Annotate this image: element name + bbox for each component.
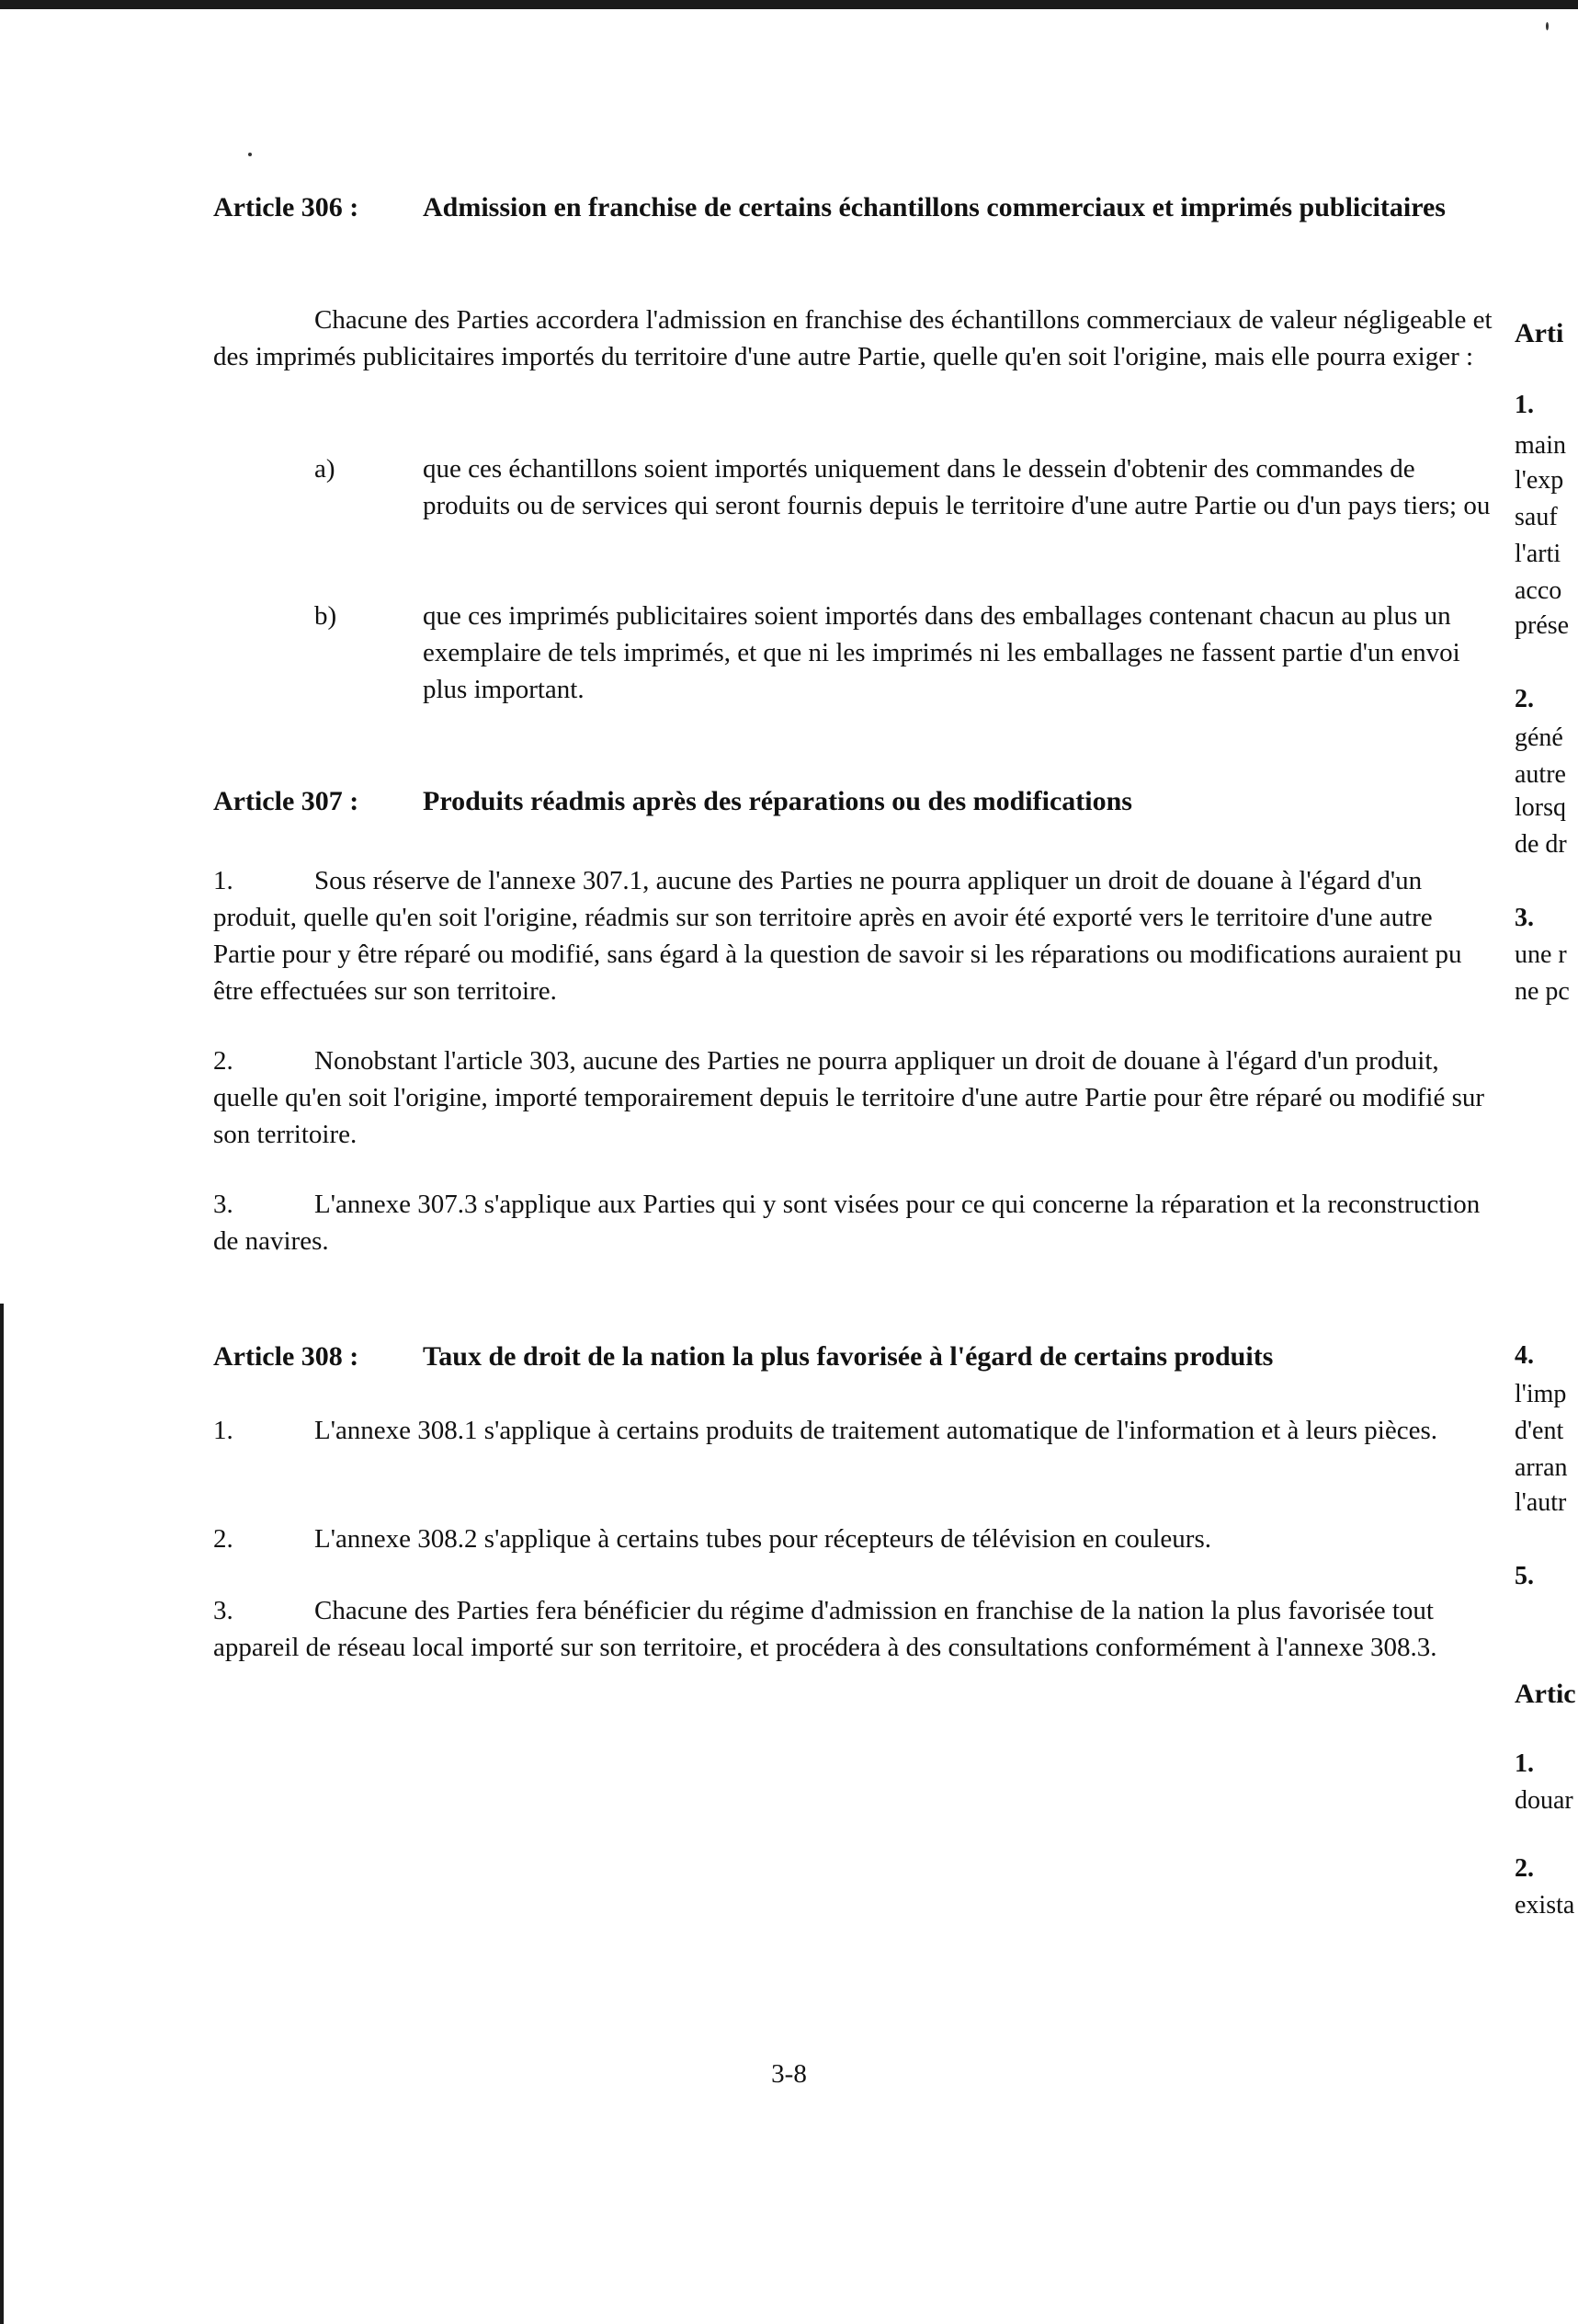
margin-fragment: Arti [1515,318,1564,348]
article-308-paragraph-2 [213,1521,1500,1557]
article-title: Taux de droit de la nation la plus favorisée à l'égard de certains produits [423,1341,1274,1372]
article-number: Article 307 : [213,786,359,816]
paragraph-number: 3. [213,1190,233,1219]
margin-fragment: 1. [1515,1749,1534,1778]
margin-fragment: Artic [1515,1679,1576,1709]
article-title: Produits réadmis après des réparations ou des modifications [423,786,1132,816]
margin-fragment: 2. [1515,1854,1534,1883]
item-label: a) [314,454,335,484]
margin-fragment: géné [1515,723,1563,752]
margin-fragment: l'exp [1515,466,1564,495]
margin-fragment: d'ent [1515,1417,1564,1445]
scan-left-edge [0,1304,4,2324]
paragraph-number: 3. [213,1596,233,1625]
margin-fragment: 2. [1515,685,1534,713]
margin-fragment: prése [1515,611,1570,640]
paragraph-text: Chacune des Parties fera bénéficier du régime d'admission en franchise de la nation la plus favorisée tout appareil de réseau local importé sur son territoire, et procédera à des consultations conformément à l'annexe 308.3. [213,1596,1437,1662]
margin-fragment: une r [1515,940,1567,969]
margin-fragment: main [1515,431,1566,460]
margin-fragment: 1. [1515,391,1534,419]
item-text: que ces imprimés publicitaires soient importés dans des emballages contenant chacun au plus un exemplaire de tels imprimés, et que ni les imprimés ni les emballages ne fassent partie d'un envoi plus important. [423,601,1460,704]
margin-fragment: l'arti [1515,540,1561,568]
margin-fragment: l'autr [1515,1488,1567,1517]
page-number: 3-8 [771,2059,807,2089]
margin-fragment: l'imp [1515,1380,1567,1408]
scan-speck [248,153,252,156]
paragraph-number: 2. [213,1046,233,1076]
article-308-paragraph-1 [213,1412,1500,1449]
margin-fragment: 5. [1515,1562,1534,1590]
margin-fragment: lorsq [1515,793,1566,822]
scan-top-border [0,0,1578,9]
article-308-paragraph-3 [213,1592,1500,1666]
margin-fragment: ne pc [1515,977,1570,1006]
paragraph-number: 2. [213,1524,233,1554]
margin-fragment: 3. [1515,904,1534,932]
paragraph-number: 1. [213,1416,233,1445]
article-number: Article 306 : [213,192,359,222]
article-title: Admission en franchise de certains échantillons commerciaux et imprimés publicitaires [423,192,1446,222]
paragraph-text: L'annexe 307.3 s'applique aux Parties qui y sont visées pour ce qui concerne la réparation et la reconstruction de navires. [213,1190,1481,1256]
list-item [213,450,1500,561]
list-item [213,598,1500,708]
paragraph-text: L'annexe 308.2 s'applique à certains tubes pour récepteurs de télévision en couleurs. [314,1524,1211,1554]
margin-fragment: de dr [1515,830,1567,859]
margin-fragment: douar [1515,1786,1573,1815]
margin-fragment: arran [1515,1453,1568,1482]
paragraph-text: Sous réserve de l'annexe 307.1, aucune des Parties ne pourra appliquer un droit de douane à l'égard d'un produit, quelle qu'en soit l'origine, réadmis sur son territoire après en avoir été exporté vers le territoire d'une autre Partie pour y être réparé ou modifié, sans égard à la question de savoir si les réparations ou modifications auraient pu être effectuées sur son territoire. [213,866,1462,1006]
article-307-paragraph-2 [213,1042,1500,1153]
article-307-paragraph-3 [213,1186,1500,1259]
margin-fragment: autre [1515,760,1566,789]
item-text: que ces échantillons soient importés uniquement dans le dessein d'obtenir des commandes de produits ou de services qui seront fournis depuis le territoire d'une autre Partie ou d'un pays tiers; ou [423,454,1491,520]
article-306-intro: Chacune des Parties accordera l'admission en franchise des échantillons commerciaux de valeur négligeable et des imprimés publicitaires importés du territoire d'une autre Partie, quelle qu'en soit l'origine, mais elle pourra exiger : [213,305,1493,371]
item-label: b) [314,601,337,631]
article-number: Article 308 : [213,1341,359,1372]
margin-fragment: acco [1515,576,1562,605]
margin-fragment: sauf [1515,503,1558,531]
paragraph-text: L'annexe 308.1 s'applique à certains produits de traitement automatique de l'information et à leurs pièces. [314,1416,1437,1445]
margin-fragment: 4. [1515,1341,1534,1370]
paragraph-number: 1. [213,866,233,895]
scan-speck [1546,22,1549,30]
paragraph-text: Nonobstant l'article 303, aucune des Parties ne pourra appliquer un droit de douane à l'égard d'un produit, quelle qu'en soit l'origine, importé temporairement depuis le territoire d'une autre Partie pour être réparé ou modifié sur son territoire. [213,1046,1485,1149]
margin-fragment: exista [1515,1891,1575,1920]
article-307-paragraph-1 [213,862,1500,1009]
